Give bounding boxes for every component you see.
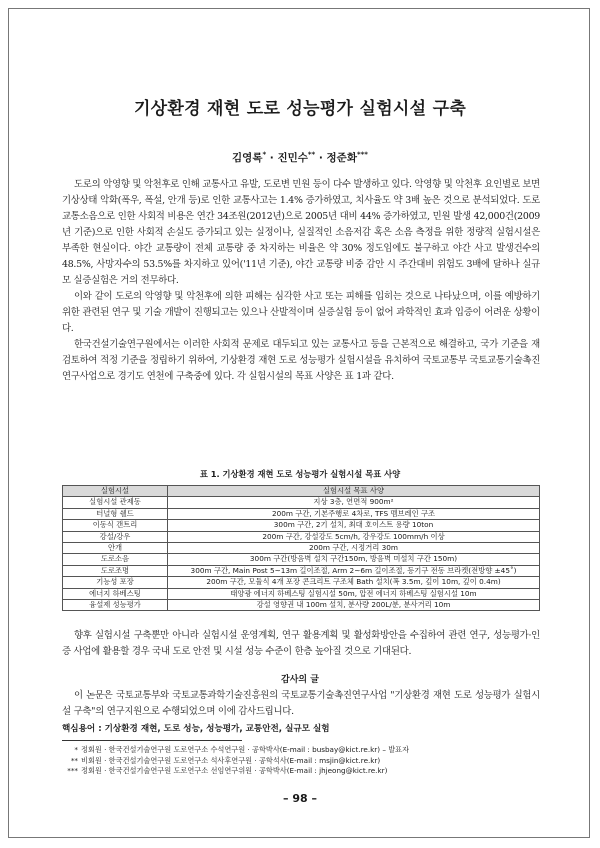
table-cell-facility: 에너지 하베스팅: [63, 588, 168, 599]
author-name: 진민수: [277, 152, 308, 164]
table-cell-facility: 안개: [63, 543, 168, 554]
introduction: [62, 177, 540, 385]
table-row: [63, 543, 540, 554]
table-row: [63, 565, 540, 576]
footnote: [62, 745, 540, 756]
author-name: 김영록: [232, 152, 263, 164]
table-header-cell: 실험시설: [63, 486, 168, 497]
target-spec-table: [62, 485, 540, 611]
table-row: [63, 531, 540, 542]
footnote-mark: ***: [67, 766, 78, 776]
table-cell-spec: 200m 구간, 강설강도 5cm/h, 강우강도 100mm/h 이상: [168, 531, 540, 542]
table-cell-facility: 이동식 갠트리: [63, 520, 168, 531]
author-mark: **: [307, 150, 316, 159]
table-row: [63, 577, 540, 588]
page-number: – 98 –: [283, 792, 317, 805]
author-mark: ***: [356, 150, 368, 159]
author-separator: ·: [266, 152, 278, 164]
table-cell-spec: 300m 구간, 2기 설치, 최대 호이스트 용량 10ton: [168, 520, 540, 531]
paper-title: 기상환경 재현 도로 성능평가 실험시설 구축: [133, 99, 467, 119]
keywords: 핵심용어 : 기상환경 재현, 도로 성능, 성능평가, 교통안전, 실규모 실험: [62, 724, 330, 734]
footnote-mark: *: [74, 745, 78, 754]
table-cell-facility: 터널형 쉘드: [63, 508, 168, 519]
table-row: [63, 600, 540, 611]
table-cell-facility: 도로소음: [63, 554, 168, 565]
author-separator: ·: [315, 152, 327, 164]
table-row: [63, 520, 540, 531]
footnote: [62, 766, 540, 777]
intro-paragraph: 도로의 악영향 및 악천후로 인해 교통사고 유발, 도로변 민원 등이 다수 발생하고 있다. 악영향 및 악천후 요인별로 보면 기상상태 악화(폭우, 폭설, 안개 등)로 인한 교통사고는 1.4% 증가하였고, 치사율도 약 3배 높은 것으로 분석되었다. 도로교통소음으로 인한 사회적 비용은 연간 34조원(2012년)으로 2005년 대비 44% 증가하였고, 민원 발생 42,000건(2009년 기준)으로 인한 사회적 손실도 증가되고 있는 실정이나, 실질적인 소음저감 혹은 소음 측정을 위한 정량적 실험시설은 부족한 현실이다. 야간 교통량이 전체 교통량 중 차지하는 비율은 약 30% 정도임에도 불구하고 야간 사고 발생건수의 48.5%, 사망자수의 53.5%를 차지하고 있어('11년 기준), 야간 교통량 비중 감안 시 주간대비 위험도 3배에 달하나 실규모 실증실험은 거의 전무하다.: [62, 179, 540, 286]
author-line: [0, 150, 600, 165]
table-cell-facility: 실험시설 관제동: [63, 497, 168, 508]
table-cell-facility: 강설/강우: [63, 531, 168, 542]
table-row: [63, 508, 540, 519]
table-cell-spec: 200m 구간, 시정거리 30m: [168, 543, 540, 554]
closing-paragraph: 향후 실험시설 구축뿐만 아니라 실험시설 운영계획, 연구 활용계획 및 활성화방안을 수집하여 관련 연구, 성능평가·인증 사업에 활용할 경우 국내 도로 안전 및 시설 성능 수준이 한층 높아질 것으로 기대된다.: [62, 630, 540, 657]
intro-paragraph: 한국건설기술연구원에서는 이러한 사회적 문제로 대두되고 있는 교통사고 등을 근본적으로 해결하고, 국가 기준을 재검토하여 적정 기준을 정립하기 위하여, 기상환경 재현 도로 성능평가 실험시설을 유치하여 국토교통부 국토교통기술촉진연구사업으로 경기도 연천에 구축중에 있다. 각 실험시설의 목표 사양은 표 1과 같다.: [62, 339, 540, 382]
table-caption: 표 1. 기상환경 재현 도로 성능평가 실험시설 목표 사양: [199, 469, 401, 479]
table-cell-facility: 도로조명: [63, 565, 168, 576]
table-row: [63, 554, 540, 565]
table-cell-spec: 200m 구간, 기본주행로 4차로, TFS 멤브레인 구조: [168, 508, 540, 519]
table-cell-spec: 300m 구간, Main Post 5~13m 길이조절, Arm 2~6m 길이조절, 등기구 전동 브라켓(전방향 ±45˚): [168, 565, 540, 576]
footnotes: [62, 745, 540, 777]
table-header-row: [63, 486, 540, 497]
acknowledgement-section: [62, 688, 540, 720]
table-row: [63, 588, 540, 599]
table-cell-facility: 기능성 포장: [63, 577, 168, 588]
table-cell-spec: 300m 구간(방음벽 설치 구간150m, 방음벽 미설치 구간 150m): [168, 554, 540, 565]
footnote-text: 정회원 · 한국건설기술연구원 도로연구소 수석연구원 · 공학박사(E-mail : busbay@kict.re.kr) – 발표자: [81, 745, 410, 754]
footnote-mark: **: [70, 755, 78, 765]
footnote-text: 비회원 · 한국건설기술연구원 도로연구소 석사후연구원 · 공학석사(E-mail : msjin@kict.re.kr): [81, 755, 381, 765]
table-cell-spec: 태양광 에너지 하베스팅 실험시설 50m, 압전 에너지 하베스팅 실험시설 10m: [168, 588, 540, 599]
table-cell-facility: 융설제 성능평가: [63, 600, 168, 611]
author-mark: *: [262, 150, 267, 159]
table-row: [63, 497, 540, 508]
closing-section: [62, 628, 540, 660]
footnote-divider: [62, 740, 242, 741]
table-cell-spec: 지상 3층, 연면적 900m²: [168, 497, 540, 508]
author-name: 정준화: [326, 152, 357, 164]
table-cell-spec: 강설 영향권 내 100m 설치, 분사량 200L/분, 분사거리 10m: [168, 600, 540, 611]
footnote: [62, 756, 540, 767]
table-cell-spec: 200m 구간, 모듈식 4개 포장 콘크리트 구조체 Bath 설치(폭 3.5m, 깊이 10m, 깊이 0.4m): [168, 577, 540, 588]
intro-paragraph: 이와 같이 도로의 악영향 및 악천후에 의한 피해는 심각한 사고 또는 피해를 입히는 것으로 나타났으며, 이를 예방하기 위한 관련된 연구 및 기술 개발이 진행되고는 있으나 산발적이며 실증실험 등이 없어 과학적인 효과 입증이 어려운 상황이다.: [62, 291, 540, 334]
footnote-text: 정회원 · 한국건설기술연구원 도로연구소 선임연구위원 · 공학박사(E-mail : jhjeong@kict.re.kr): [81, 766, 388, 776]
acknowledgement-text: 이 논문은 국토교통부와 국토교통과학기술진흥원의 국토교통기술촉진연구사업 "기상환경 재현 도로 성능평가 실험시설 구축"의 연구지원으로 수행되었으며 이에 감사드립니다.: [62, 690, 540, 717]
acknowledgement-title: 감사의 글: [281, 675, 319, 685]
table-header-cell: 실험시설 목표 사양: [168, 486, 540, 497]
